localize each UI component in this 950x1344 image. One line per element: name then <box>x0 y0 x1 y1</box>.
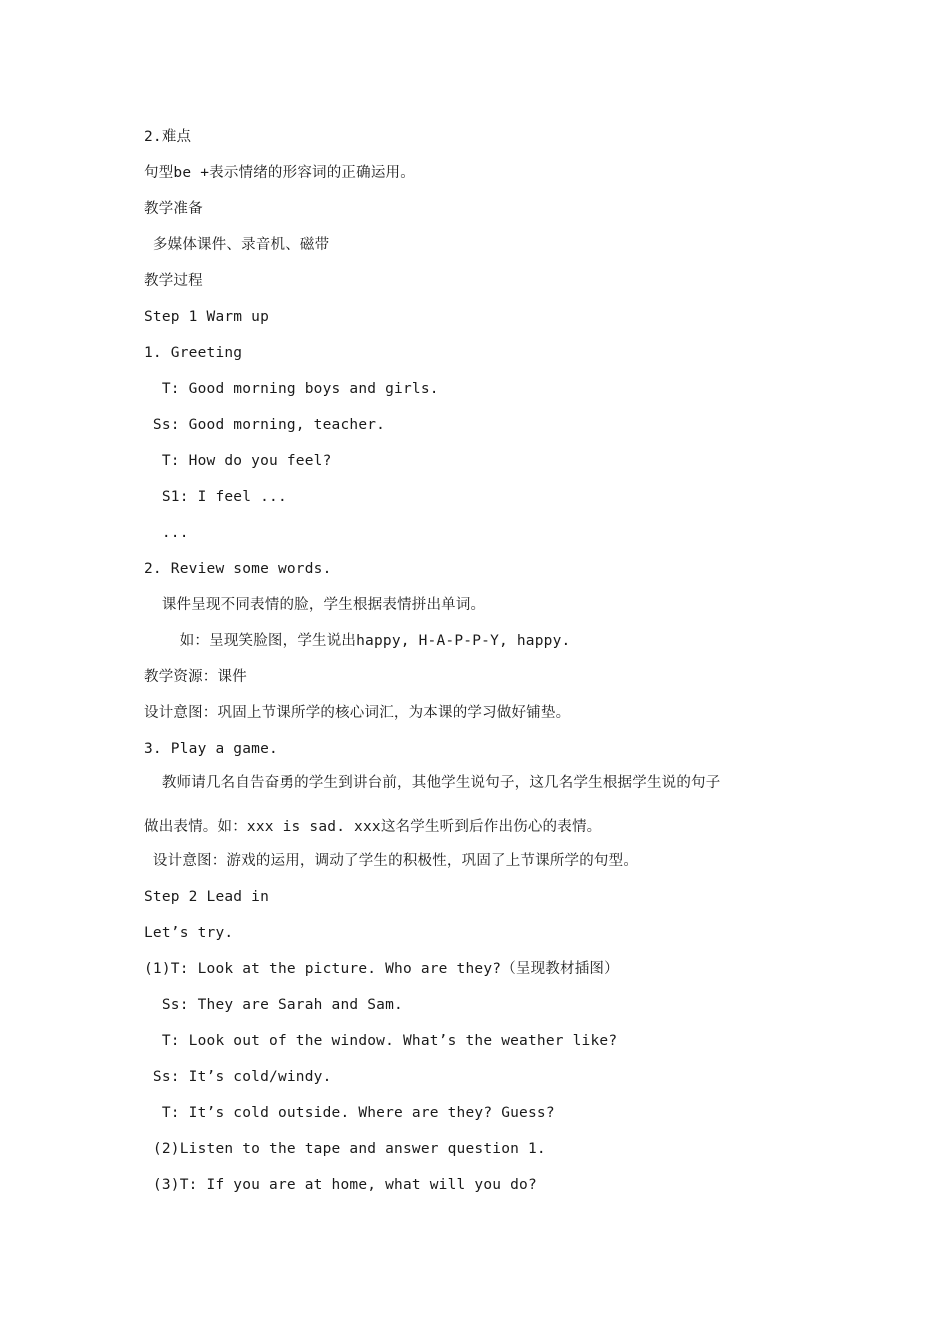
text-line: 句型be +表示情绪的形容词的正确运用。 <box>144 165 415 181</box>
list-item: 1. Greeting <box>144 345 243 361</box>
dialogue-line: (1)T: Look at the picture. Who are they?（呈现教材插图） <box>144 961 619 977</box>
section-heading-preparation: 教学准备 <box>144 201 203 217</box>
section-heading-process: 教学过程 <box>144 273 203 289</box>
dialogue-line: Ss: It’s cold/windy. <box>144 1069 332 1085</box>
dialogue-line: S1: I feel ... <box>144 489 287 505</box>
text-line: 多媒体课件、录音机、磁带 <box>144 237 330 253</box>
text-line: 设计意图：巩固上节课所学的核心词汇，为本课的学习做好铺垫。 <box>144 705 571 721</box>
text-line: Let’s try. <box>144 925 234 941</box>
text-line: 教师请几名自告奋勇的学生到讲台前，其他学生说句子，这几名学生根据学生说的句子 <box>144 775 721 791</box>
dialogue-line: T: How do you feel? <box>144 453 332 469</box>
dialogue-line: T: It’s cold outside. Where are they? Guess? <box>144 1105 555 1121</box>
step-heading: Step 2 Lead in <box>144 889 270 905</box>
dialogue-line: ... <box>144 525 189 541</box>
list-item: 3. Play a game. <box>144 741 278 757</box>
list-item: (2)Listen to the tape and answer question 1. <box>144 1141 546 1157</box>
dialogue-line: T: Good morning boys and girls. <box>144 381 439 397</box>
text-line: 教学资源：课件 <box>144 669 247 685</box>
text-line: 课件呈现不同表情的脸，学生根据表情拼出单词。 <box>144 597 486 613</box>
dialogue-line: Ss: They are Sarah and Sam. <box>144 997 403 1013</box>
text-line: 设计意图：游戏的运用，调动了学生的积极性，巩固了上节课所学的句型。 <box>144 853 639 869</box>
list-item: 2. Review some words. <box>144 561 332 577</box>
list-item: (3)T: If you are at home, what will you do? <box>144 1177 537 1193</box>
dialogue-line: T: Look out of the window. What’s the weather like? <box>144 1033 618 1049</box>
text-line: 如：呈现笑脸图，学生说出happy, H-A-P-P-Y, happy. <box>144 633 571 649</box>
heading-difficulty: 2.难点 <box>144 129 192 145</box>
step-heading: Step 1 Warm up <box>144 309 270 325</box>
text-line: 做出表情。如：xxx is sad. xxx这名学生听到后作出伤心的表情。 <box>144 819 602 835</box>
dialogue-line: Ss: Good morning, teacher. <box>144 417 386 433</box>
